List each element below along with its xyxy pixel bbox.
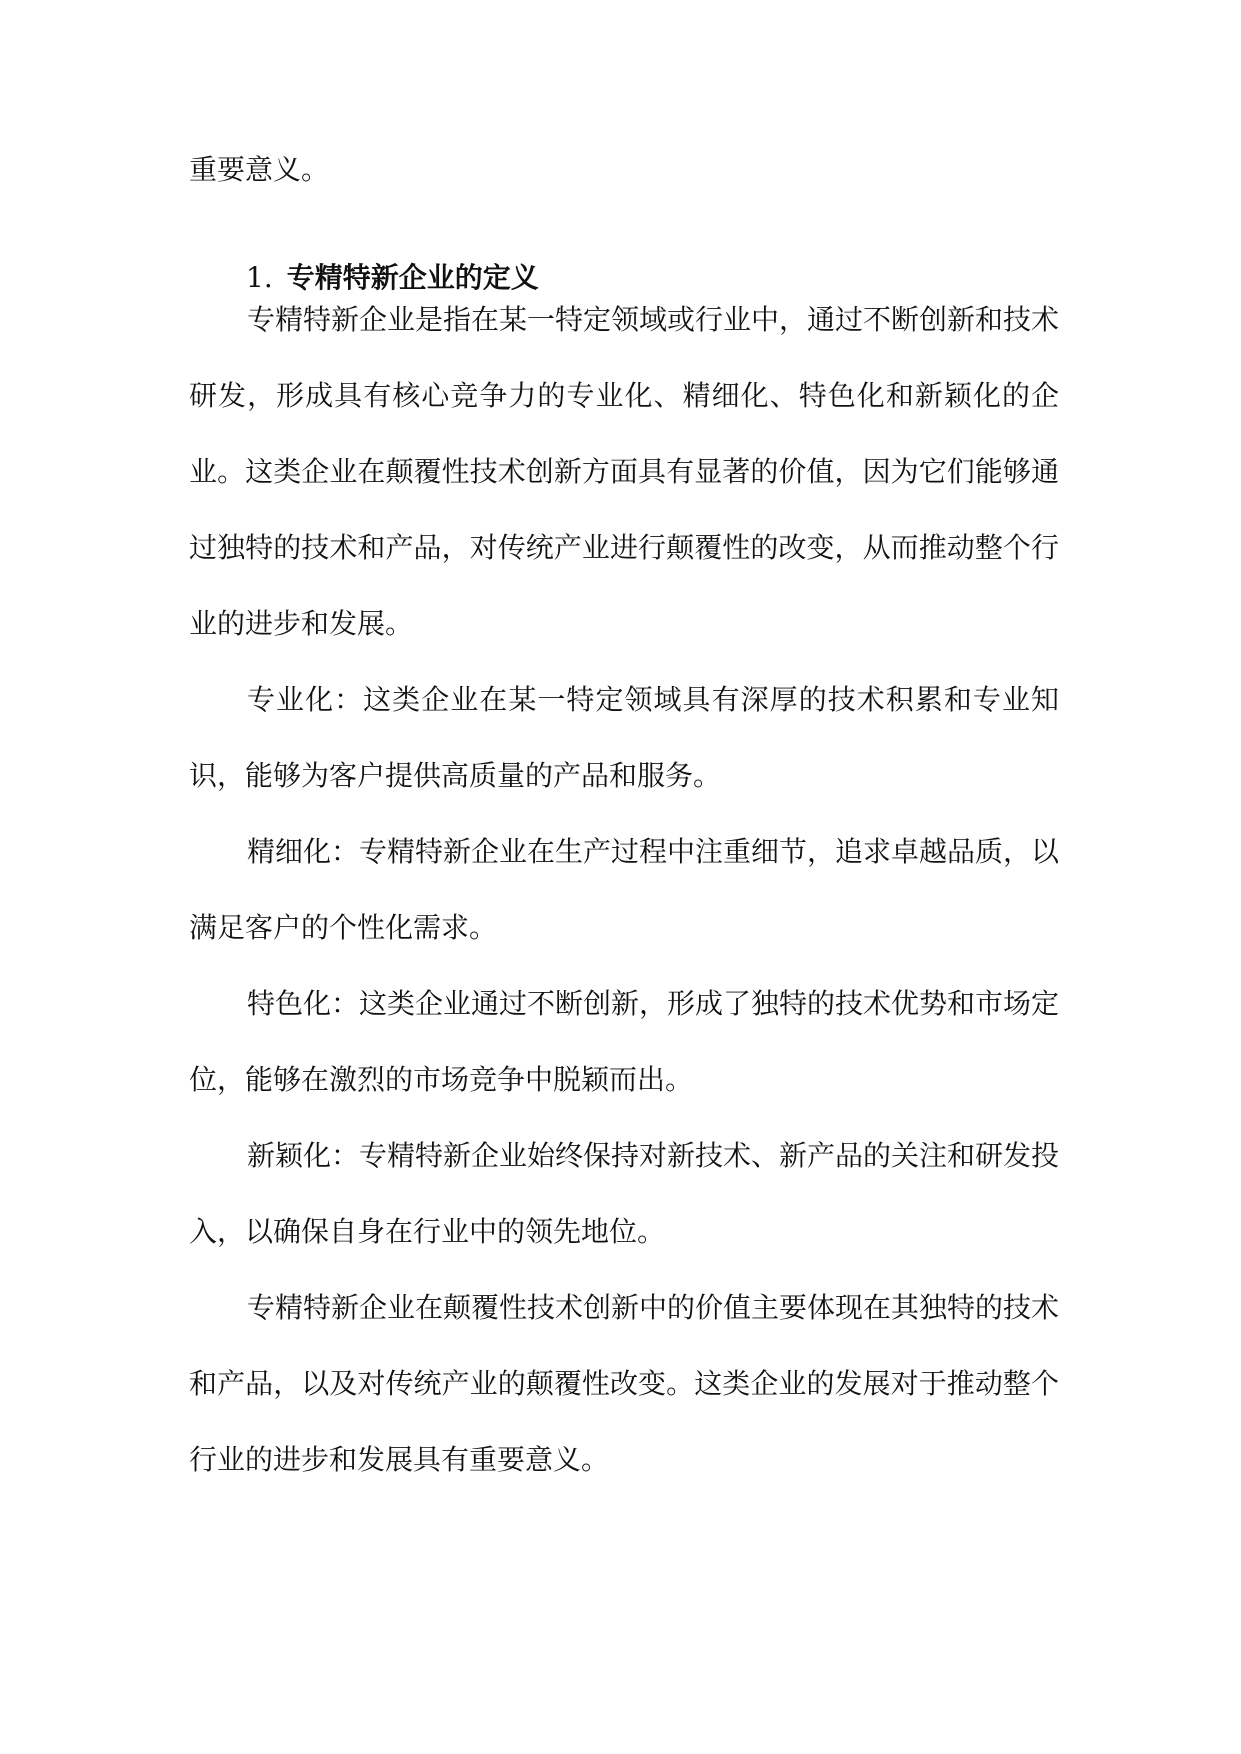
continuation-text-block [189, 132, 1059, 208]
paragraph-distinctive: 特色化：这类企业通过不断创新，形成了独特的技术优势和市场定位，能够在激烈的市场竞争中脱颖而出。 [189, 987, 1060, 1096]
paragraph-specialized: 专业化：这类企业在某一特定领域具有深厚的技术积累和专业知识，能够为客户提供高质量的产品和服务。 [189, 683, 1059, 792]
continuation-paragraph: 重要意义。 [189, 153, 330, 186]
section-number: 1. [246, 261, 273, 294]
body-text-block [189, 282, 1059, 1498]
paragraph-definition: 专精特新企业是指在某一特定领域或行业中，通过不断创新和技术研发，形成具有核心竞争力的专业化、精细化、特色化和新颖化的企业。这类企业在颠覆性技术创新方面具有显著的价值，因为它们能够通过独特的技术和产品，对传统产业进行颠覆性的改变，从而推动整个行业的进步和发展。 [189, 303, 1060, 640]
paragraph-novel: 新颖化：专精特新企业始终保持对新技术、新产品的关注和研发投入，以确保自身在行业中的领先地位。 [189, 1139, 1060, 1248]
paragraph-summary: 专精特新企业在颠覆性技术创新中的价值主要体现在其独特的技术和产品，以及对传统产业的颠覆性改变。这类企业的发展对于推动整个行业的进步和发展具有重要意义。 [189, 1291, 1060, 1476]
paragraph-refined: 精细化：专精特新企业在生产过程中注重细节，追求卓越品质，以满足客户的个性化需求。 [189, 835, 1060, 944]
section-title: 专精特新企业的定义 [286, 261, 539, 294]
